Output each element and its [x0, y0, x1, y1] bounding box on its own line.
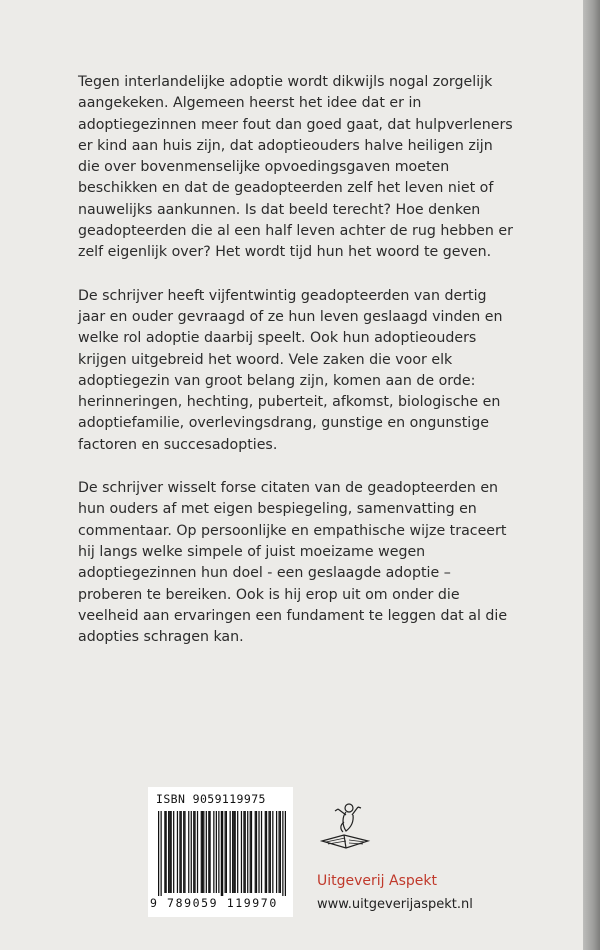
barcode-bar [208, 811, 209, 893]
isbn-barcode [148, 787, 293, 917]
barcode-bar [209, 811, 210, 893]
barcode-bar [168, 811, 169, 893]
barcode-bar [226, 811, 227, 893]
barcode-bar [266, 811, 267, 893]
barcode-bars [158, 811, 286, 901]
barcode-bar [251, 811, 252, 893]
barcode-bar [216, 811, 217, 893]
barcode-bar [173, 811, 174, 893]
spine-edge [583, 0, 600, 950]
barcode-bar [250, 811, 251, 893]
barcode-graphic [158, 811, 286, 901]
barcode-bar [280, 811, 281, 893]
barcode-bar [245, 811, 246, 893]
barcode-bar [218, 811, 219, 893]
barcode-bar [171, 811, 172, 893]
barcode-bar [285, 811, 286, 901]
blurb-paragraph-3: De schrijver wisselt forse citaten van de geadopteerden en hun ouders af met eigen bespiegeling, samenvatting en commentaar. Op persoonlijke en empathische wijze traceert hij langs welke simpele of juist moeizame wegen adoptiegezinnen hun doel - een geslaagde adoptie – proberen te bereiken. Ook is hij erop uit om onder die veelheid aan ervaringen een fundament te leggen dat al die adopties schragen kan. [78, 480, 508, 646]
blurb-text [78, 72, 518, 670]
barcode-bar [243, 811, 244, 893]
barcode-bar [191, 811, 192, 893]
barcode-bar [222, 811, 223, 901]
barcode-bar [282, 811, 283, 901]
barcode-bar [169, 811, 170, 893]
barcode-bar [181, 811, 182, 893]
barcode-digits: 9 789059 119970 [150, 896, 292, 910]
barcode-bar [233, 811, 234, 893]
barcode-bar [183, 811, 184, 893]
barcode-bar [164, 811, 165, 893]
barcode-bar [206, 811, 207, 893]
barcode-bar [256, 811, 257, 893]
barcode-bar [276, 811, 277, 893]
barcode-bar [158, 811, 159, 901]
barcode-bar [261, 811, 262, 893]
barcode-bar [225, 811, 226, 893]
barcode-bar [166, 811, 167, 893]
publisher-url: www.uitgeverijaspekt.nl [317, 897, 473, 912]
blurb-paragraph-2: De schrijver heeft vijfentwintig geadopteerden van dertig jaar en ouder gevraagd of ze hun leven geslaagd vinden en welke rol adoptie daarbij speelt. Ook hun adoptieouders krijgen uitgebreid het woord. Vele zaken die voor elk adoptiegezin van groot belang zijn, komen aan de orde: herinneringen, hechting, puberteit, afkomst, biologische en adoptiefamilie, overlevingsdrang, gunstige en ongunstige factoren en succesadopties. [78, 287, 503, 453]
barcode-bar [270, 811, 271, 893]
barcode-bar [184, 811, 185, 893]
publisher-name: Uitgeverij Aspekt [317, 873, 437, 889]
barcode-bar [235, 811, 236, 893]
barcode-bar [268, 811, 269, 893]
barcode-bar [232, 811, 233, 893]
barcode-bar [177, 811, 178, 893]
barcode-bar [179, 811, 180, 893]
barcode-bar [247, 811, 248, 893]
isbn-label: ISBN 9059119975 [156, 792, 266, 806]
barcode-bar [161, 811, 162, 901]
barcode-bar [201, 811, 202, 893]
barcode-bar [230, 811, 231, 893]
barcode-bar [203, 811, 204, 893]
barcode-bar [278, 811, 279, 893]
barcode-bar [202, 811, 203, 893]
barcode-bar [258, 811, 259, 893]
blurb-paragraph-1: Tegen interlandelijke adoptie wordt dikwijls nogal zorgelijk aangekeken. Algemeen heerst het idee dat er in adoptiegezinnen meer fout dan goed gaat, dat hulpverleners er kind aan huis zijn, dat adoptieouders halve heiligen zijn die over bovenmenselijke opvoedingsgaven moeten beschikken en dat de geadopteerden zelf het leven niet of nauwelijks aankunnen. Is dat beeld terecht? Hoe denken geadopteerden die al een half leven achter de rug hebben er zelf eigenlijk over? Het wordt tijd hun het woord te geven. [78, 74, 513, 261]
barcode-bar [272, 811, 273, 893]
barcode-bar [221, 811, 222, 901]
barcode-bar [197, 811, 198, 893]
reading-figure-icon [316, 795, 376, 855]
barcode-bar [188, 811, 189, 893]
barcode-bar [213, 811, 214, 893]
barcode-bar [237, 811, 238, 893]
barcode-bar [255, 811, 256, 893]
barcode-bar [193, 811, 194, 893]
barcode-bar [241, 811, 242, 893]
barcode-bar [265, 811, 266, 893]
barcode-bar [194, 811, 195, 893]
